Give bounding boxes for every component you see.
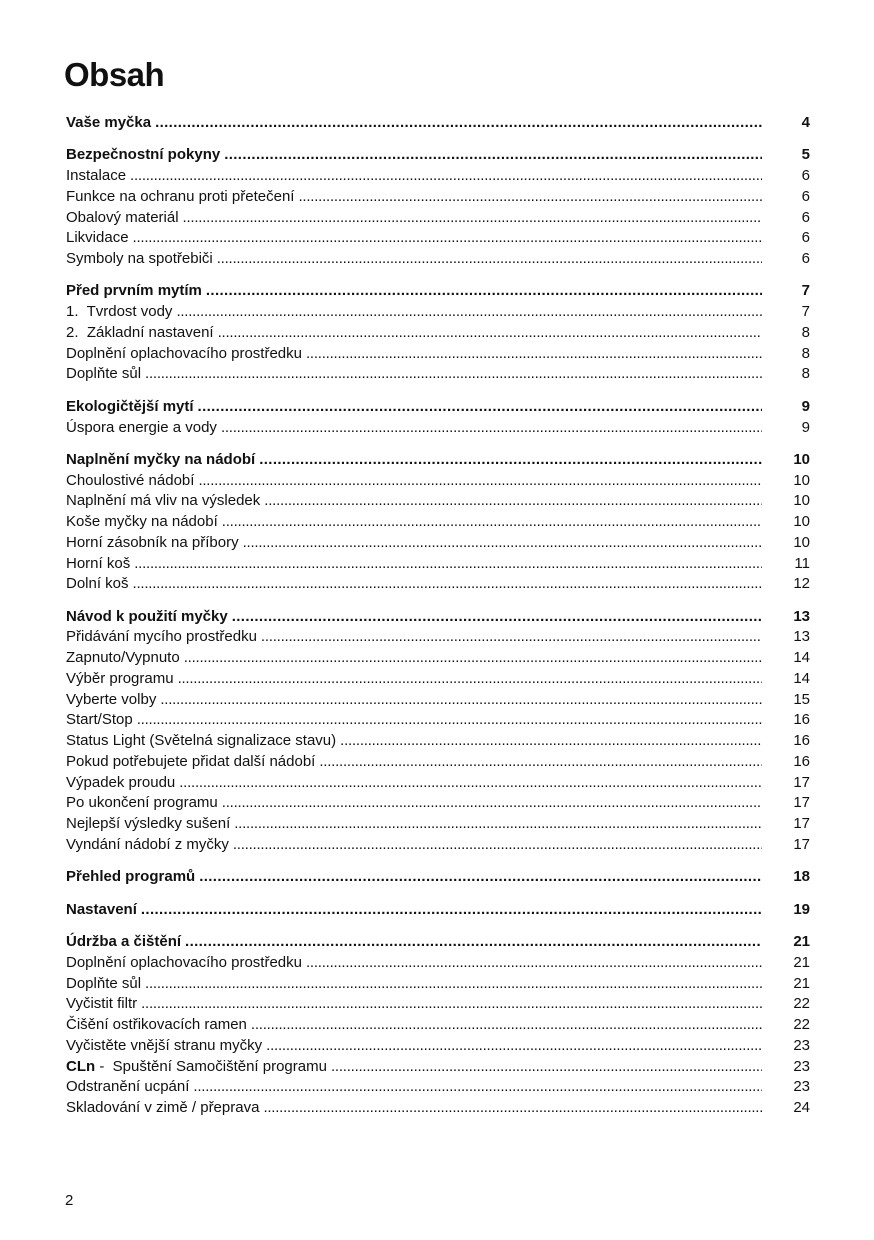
toc-entry-label: Úspora energie a vody	[66, 418, 217, 436]
dot-leader	[141, 994, 762, 1015]
toc-entry-label: 2. Základní nastavení	[66, 323, 214, 341]
toc-entry-label: Skladování v zimě / přeprava	[66, 1099, 260, 1116]
toc-entry-label: Doplnění oplachovacího prostředku	[66, 953, 302, 971]
toc-section-heading[interactable]	[66, 281, 810, 302]
dot-leader	[134, 554, 762, 575]
toc-page-number: 10	[793, 471, 810, 489]
toc-page-number: 6	[801, 187, 810, 205]
toc-entry-label: Start/Stop	[66, 711, 133, 729]
table-of-contents	[66, 113, 810, 1119]
toc-entry-prefix: CLn	[66, 1057, 96, 1075]
toc-entry[interactable]	[66, 187, 810, 208]
toc-page-number: 6	[801, 229, 810, 247]
toc-entry[interactable]	[66, 690, 810, 711]
toc-page-number: 11	[794, 554, 810, 572]
toc-entry-label: Výběr programu	[66, 669, 174, 687]
dot-leader	[263, 1098, 762, 1119]
toc-entry[interactable]	[66, 249, 810, 270]
toc-entry[interactable]	[66, 627, 810, 648]
toc-entry-label: Vyčistit filtr	[66, 995, 138, 1013]
toc-entry-label: Ekologičtější mytí	[66, 397, 194, 415]
toc-section	[66, 450, 810, 595]
toc-page-number: 12	[793, 575, 810, 593]
toc-section	[66, 867, 810, 888]
toc-section	[66, 607, 810, 856]
toc-entry-label: Po ukončení programu	[66, 794, 218, 812]
toc-entry-label: Dolní koš	[66, 575, 129, 593]
toc-section-heading[interactable]	[66, 900, 810, 921]
toc-page-number: 15	[793, 690, 810, 708]
toc-page-number: 8	[801, 365, 810, 383]
toc-page-number: 6	[801, 208, 810, 226]
dot-leader	[193, 1077, 762, 1098]
toc-page-number: 19	[793, 900, 810, 918]
toc-section-heading[interactable]	[66, 397, 810, 418]
dot-leader	[259, 450, 762, 471]
toc-entry-label	[66, 1057, 327, 1078]
toc-page-number: 21	[793, 953, 810, 971]
toc-entry-label: Horní zásobník na příbory	[66, 533, 239, 551]
toc-entry[interactable]	[66, 974, 810, 995]
toc-entry[interactable]	[66, 364, 810, 385]
toc-page-number: 5	[801, 146, 810, 164]
toc-section	[66, 900, 810, 921]
dot-leader	[155, 113, 762, 134]
toc-entry-label: Naplnění myčky na nádobí	[66, 450, 256, 468]
toc-entry-label: Zapnuto/Vypnuto	[66, 649, 180, 667]
dot-leader	[183, 208, 762, 229]
toc-entry-label: Choulostivé nádobí	[66, 471, 195, 489]
dot-leader	[160, 690, 762, 711]
dot-leader	[234, 814, 762, 835]
toc-entry-label: Nejlepší výsledky sušení	[66, 815, 231, 833]
toc-section-heading[interactable]	[66, 867, 810, 888]
toc-entry-label: Přidávání mycího prostředku	[66, 628, 257, 646]
toc-page-number: 10	[793, 492, 810, 510]
dot-leader	[266, 1036, 762, 1057]
toc-entry-label: Instalace	[66, 167, 127, 185]
toc-entry[interactable]	[66, 533, 810, 554]
dot-leader	[233, 835, 762, 856]
toc-page-number: 10	[793, 533, 810, 551]
toc-entry-label: Vyčistěte vnější stranu myčky	[66, 1036, 263, 1054]
toc-page-number: 23	[793, 1057, 810, 1075]
toc-page-number: 13	[793, 607, 810, 625]
toc-page-number: 16	[793, 732, 810, 750]
toc-entry-label: Funkce na ochranu proti přetečení	[66, 187, 295, 205]
dot-leader	[340, 731, 762, 752]
dot-leader	[251, 1015, 762, 1036]
dot-leader	[298, 187, 762, 208]
toc-entry[interactable]	[66, 418, 810, 439]
dot-leader	[243, 533, 762, 554]
dot-leader	[306, 344, 762, 365]
toc-entry[interactable]	[66, 752, 810, 773]
toc-entry[interactable]	[66, 994, 810, 1015]
toc-entry-label: Naplnění má vliv na výsledek	[66, 492, 261, 510]
page-number: 2	[65, 1192, 74, 1209]
dot-leader	[179, 773, 762, 794]
toc-entry-separator: -	[95, 1057, 113, 1075]
toc-entry-label: Čišění ostřikovacích ramen	[66, 1016, 247, 1033]
toc-entry-label: Doplňte sůl	[66, 365, 142, 383]
dot-leader	[133, 574, 762, 595]
toc-entry[interactable]	[66, 471, 810, 492]
toc-entry[interactable]	[66, 1077, 810, 1098]
toc-page-number: 10	[793, 513, 810, 531]
toc-entry[interactable]	[66, 323, 810, 344]
toc-page-number: 8	[801, 323, 810, 341]
dot-leader	[176, 302, 762, 323]
toc-page-number: 17	[793, 794, 810, 812]
dot-leader	[306, 953, 762, 974]
dot-leader	[184, 648, 762, 669]
toc-entry[interactable]	[66, 648, 810, 669]
toc-section-heading[interactable]	[66, 450, 810, 471]
dot-leader	[331, 1057, 762, 1078]
toc-entry[interactable]	[66, 731, 810, 752]
toc-entry-text: Spuštění Samočištění programu	[112, 1057, 327, 1075]
toc-entry-label: Status Light (Světelná signalizace stavu)	[66, 732, 337, 750]
dot-leader	[261, 627, 762, 648]
toc-page-number: 7	[801, 282, 810, 300]
dot-leader	[221, 418, 762, 439]
toc-page-number: 22	[793, 995, 810, 1013]
page-title: Obsah	[64, 56, 165, 93]
toc-entry-label: 1. Tvrdost vody	[66, 303, 173, 321]
toc-entry-label: Doplňte sůl	[66, 974, 142, 992]
toc-section-heading[interactable]	[66, 607, 810, 628]
toc-page-number: 17	[793, 815, 810, 833]
toc-entry-label: Před prvním mytím	[66, 282, 202, 300]
toc-page-number: 14	[793, 669, 810, 687]
toc-page-number: 18	[793, 868, 810, 886]
toc-page-number: 13	[793, 628, 810, 646]
toc-page-number: 17	[793, 773, 810, 791]
toc-page-number: 7	[801, 303, 810, 321]
dot-leader	[218, 323, 762, 344]
toc-entry[interactable]	[66, 574, 810, 595]
toc-entry[interactable]	[66, 953, 810, 974]
toc-entry-label: Vyndání nádobí z myčky	[66, 835, 229, 853]
toc-section-heading[interactable]	[66, 113, 810, 134]
toc-entry-label: Přehled programů	[66, 868, 196, 886]
toc-section-heading[interactable]	[66, 932, 810, 953]
dot-leader	[130, 166, 762, 187]
toc-section-heading[interactable]	[66, 145, 810, 166]
toc-entry[interactable]	[66, 835, 810, 856]
dot-leader	[222, 793, 762, 814]
toc-section	[66, 397, 810, 439]
dot-leader	[133, 228, 762, 249]
toc-entry[interactable]	[66, 1098, 810, 1119]
toc-entry-label: Doplnění oplachovacího prostředku	[66, 344, 302, 362]
toc-page-number: 21	[793, 974, 810, 992]
toc-entry-label: Výpadek proudu	[66, 773, 176, 791]
dot-leader	[199, 867, 762, 888]
toc-page-number: 9	[801, 397, 810, 415]
toc-page-number: 24	[793, 1099, 810, 1116]
toc-section	[66, 145, 810, 270]
toc-entry-label: Odstranění ucpání	[66, 1078, 190, 1096]
toc-entry-label: Vaše myčka	[66, 114, 152, 131]
toc-entry-label: Symboly na spotřebiči	[66, 250, 213, 268]
toc-page-number: 17	[793, 835, 810, 853]
dot-leader	[141, 900, 762, 921]
toc-entry[interactable]	[66, 228, 810, 249]
toc-entry[interactable]	[66, 554, 810, 575]
dot-leader	[137, 710, 762, 731]
toc-section	[66, 281, 810, 385]
toc-entry-label: Návod k použití myčky	[66, 607, 228, 625]
toc-entry-label: Obalový materiál	[66, 208, 179, 226]
toc-entry-label: Pokud potřebujete přidat další nádobí	[66, 752, 316, 770]
dot-leader	[222, 512, 762, 533]
toc-entry[interactable]	[66, 814, 810, 835]
toc-entry-label: Nastavení	[66, 900, 137, 918]
toc-entry[interactable]	[66, 1015, 810, 1036]
dot-leader	[319, 752, 762, 773]
toc-entry-label: Likvidace	[66, 229, 129, 247]
dot-leader	[178, 669, 762, 690]
toc-page-number: 4	[801, 114, 810, 131]
toc-page-number: 23	[793, 1078, 810, 1096]
toc-entry[interactable]	[66, 208, 810, 229]
toc-page-number: 21	[793, 933, 810, 950]
toc-entry-label: Horní koš	[66, 554, 131, 572]
toc-entry[interactable]	[66, 166, 810, 187]
toc-entry-label: Údržba a čištění	[66, 933, 182, 950]
toc-entry[interactable]	[66, 1036, 810, 1057]
toc-section	[66, 113, 810, 134]
toc-entry[interactable]	[66, 710, 810, 731]
toc-entry[interactable]	[66, 773, 810, 794]
toc-entry[interactable]	[66, 669, 810, 690]
dot-leader	[198, 397, 762, 418]
toc-page-number: 6	[801, 167, 810, 185]
toc-entry-label: Bezpečnostní pokyny	[66, 146, 221, 164]
toc-section	[66, 932, 810, 1119]
toc-entry[interactable]	[66, 302, 810, 323]
toc-entry[interactable]	[66, 793, 810, 814]
toc-page-number: 23	[793, 1036, 810, 1054]
dot-leader	[264, 491, 762, 512]
dot-leader	[217, 249, 762, 270]
dot-leader	[232, 607, 762, 628]
toc-page-number: 14	[793, 649, 810, 667]
toc-page-number: 16	[793, 711, 810, 729]
dot-leader	[224, 145, 762, 166]
dot-leader	[145, 974, 762, 995]
toc-entry[interactable]	[66, 512, 810, 533]
toc-page-number: 8	[801, 344, 810, 362]
dot-leader	[206, 281, 762, 302]
toc-entry[interactable]	[66, 1057, 810, 1078]
dot-leader	[185, 932, 762, 953]
dot-leader	[198, 471, 762, 492]
toc-entry[interactable]	[66, 491, 810, 512]
toc-entry-label: Koše myčky na nádobí	[66, 513, 218, 531]
toc-entry[interactable]	[66, 344, 810, 365]
toc-page-number: 16	[793, 752, 810, 770]
toc-page-number: 10	[793, 450, 810, 468]
dot-leader	[145, 364, 762, 385]
toc-page-number: 6	[801, 250, 810, 268]
toc-page-number: 9	[801, 418, 810, 436]
toc-page-number: 22	[793, 1016, 810, 1033]
toc-entry-label: Vyberte volby	[66, 690, 157, 708]
